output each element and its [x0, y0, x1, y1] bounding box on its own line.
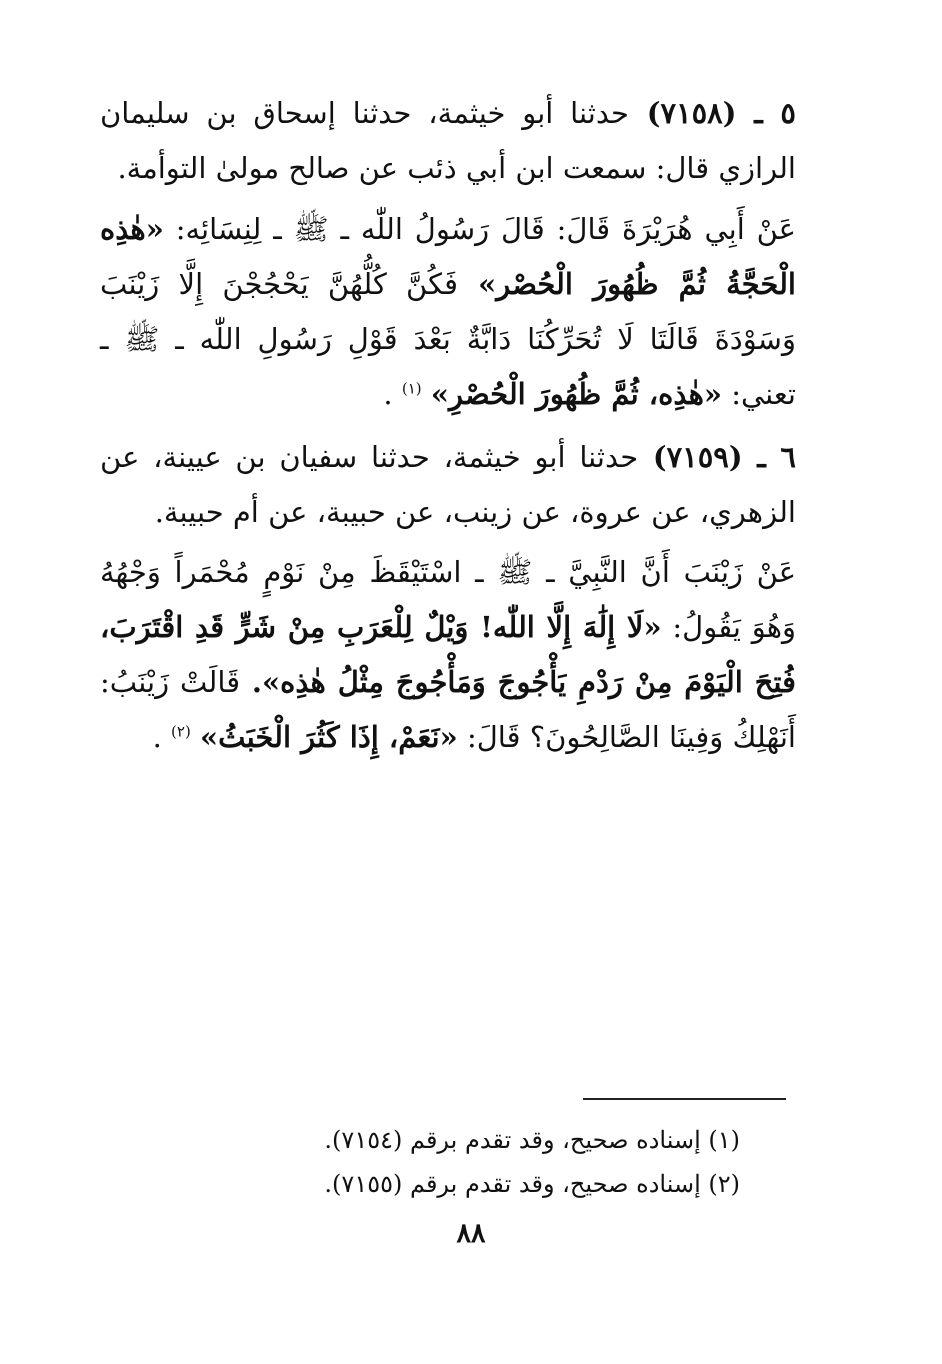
page-number: ٨٨ [456, 1218, 486, 1249]
hadith-7159-number: ٦ ـ (٧١٥٩) [638, 440, 796, 474]
hadith-7158-isnad [100, 86, 796, 196]
hadith-7159-isnad [100, 430, 796, 540]
footnote-divider [583, 1098, 786, 1100]
footnote-ref-1: (١) [401, 379, 422, 398]
hadith-7158-isnad-text: حدثنا أبو خيثمة، حدثنا إسحاق بن سليمان الرازي قال: سمعت ابن أبي ذئب عن صالح مولىٰ التوأمة. [100, 96, 796, 185]
hadith-7158-number: ٥ ـ (٧١٥٨) [628, 96, 796, 130]
hadith-7159-isnad-text: حدثنا أبو خيثمة، حدثنا سفيان بن عيينة، عن الزهري، عن عروة، عن زينب، عن حبيبة، عن أم حبيبة. [100, 440, 796, 529]
footnote-1: (١) إسناده صحيح، وقد تقدم برقم (٧١٥٤). [324, 1126, 740, 1154]
footnotes [200, 1118, 740, 1206]
hadith-7158-matn: عَنْ أَبِي هُرَيْرَةَ قَالَ: قَالَ رَسُولُ اللّٰه ـ ﷺ ـ لِنِسَائِه: «هٰذِه الْحَجَّةُ ثُمَّ ظُهُورَ الْحُصْر» فَكُنَّ كُلُّهُنَّ يَحْجُجْنَ إِلَّا زَيْنَبَ وَسَوْدَةَ قَالَتَا لَا تُحَرِّكُنَا دَابَّةٌ بَعْدَ قَوْلِ رَسُولِ اللّٰه ـ ﷺ ـ تعني: «هٰذِه، ثُمَّ ظُهُورَ الْحُصْرِ» $^{(١)}$ . [100, 212, 796, 411]
footnote-ref-2: (٢) [171, 722, 191, 741]
hadith-7159-matn: عَنْ زَيْنَبَ أَنَّ النَّبِيَّ ـ ﷺ ـ اسْتَيْقَظَ مِنْ نَوْمٍ مُحْمَراً وَجْهُهُ وَهُوَ يَقُولُ: «لَا إِلَٰهَ إِلَّا اللّٰه! وَيْلٌ لِلْعَرَبِ مِنْ شَرٍّ قَدِ اقْتَرَبَ، فُتِحَ الْيَوْمَ مِنْ رَدْمِ يَأْجُوجَ وَمَأْجُوجَ مِثْلُ هٰذِه». قَالَتْ زَيْنَبُ: أَنَهْلِكُ وَفِينَا الصَّالِحُونَ؟ قَالَ: «نَعَمْ، إِذَا كَثُرَ الْخَبَثُ» $^{(٢)}$ . [100, 555, 796, 754]
footnote-2: (٢) إسناده صحيح، وقد تقدم برقم (٧١٥٥). [324, 1170, 740, 1198]
